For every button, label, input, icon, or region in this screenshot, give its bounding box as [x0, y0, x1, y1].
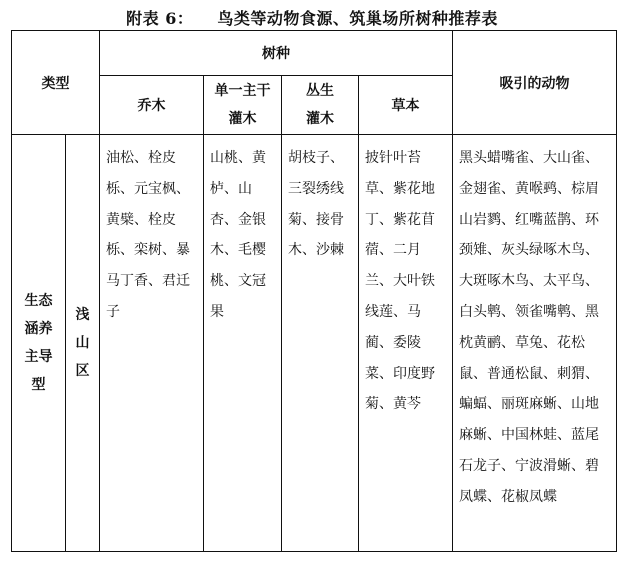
cell-arbor: 油松、栓皮栎、元宝枫、黄檗、栓皮栎、栾树、暴马丁香、君迁子 [100, 135, 204, 552]
header-arbor: 乔木 [100, 76, 204, 135]
table-title-prefix: 附表 6： [126, 9, 194, 28]
header-single-trunk-shrub: 单一主干 灌木 [204, 76, 282, 135]
table-title-text: 鸟类等动物食源、筑巢场所树种推荐表 [217, 9, 498, 28]
cell-type: 生态 涵养 主导 型 [12, 135, 66, 552]
cell-animals: 黑头蜡嘴雀、大山雀、金翅雀、黄喉鹀、棕眉山岩鹨、红嘴蓝鹊、环颈雉、灰头绿啄木鸟、大斑啄木鸟、太平鸟、白头鹎、领雀嘴鹎、黑枕黄鹂、草兔、花松鼠、普通松鼠、刺猬、蝙蝠、丽斑麻蜥、山地麻蜥、中国林蛙、蓝尾石龙子、宁波滑蜥、碧凤蝶、花椒凤蝶 [453, 135, 617, 552]
recommendation-table [11, 30, 617, 552]
cell-single-trunk-shrub: 山桃、黄栌、山杏、金银木、毛樱桃、文冠果 [204, 135, 282, 552]
table-row [12, 135, 617, 552]
header-tree-species: 树种 [100, 31, 453, 76]
header-clump-shrub: 丛生 灌木 [282, 76, 359, 135]
table-title [0, 6, 624, 29]
header-type: 类型 [12, 31, 100, 135]
header-attracted-animals: 吸引的动物 [453, 31, 617, 135]
cell-zone: 浅 山 区 [66, 135, 100, 552]
cell-clump-shrub: 胡枝子、三裂绣线菊、接骨木、沙棘 [282, 135, 359, 552]
cell-herb: 披针叶苔草、紫花地丁、紫花苜蓿、二月兰、大叶铁线莲、马蔺、委陵菜、印度野菊、黄芩 [359, 135, 453, 552]
header-herb: 草本 [359, 76, 453, 135]
